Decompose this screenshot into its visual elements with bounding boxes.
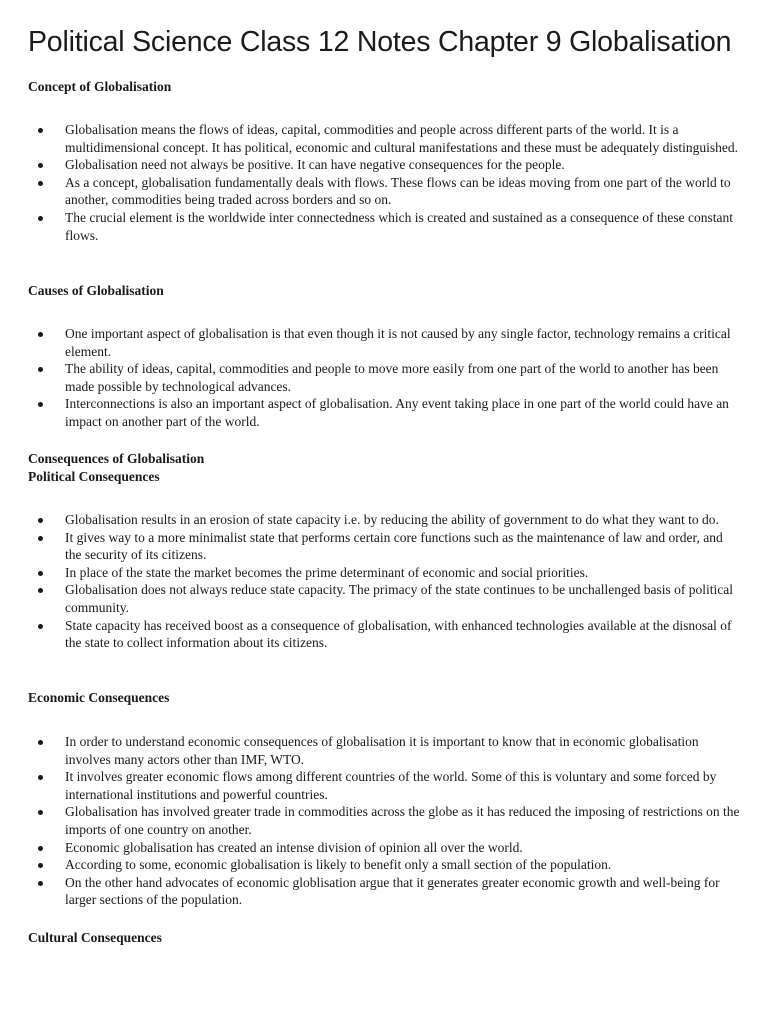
bullet-icon <box>38 881 43 886</box>
page-title: Political Science Class 12 Notes Chapter 9 Globalisation <box>28 26 732 58</box>
bullet-icon <box>38 810 43 815</box>
list-item: State capacity has received boost as a consequence of globalisation, with enhanced technologies available at the disnosal of the state to collect information about its citizens. <box>0 617 768 652</box>
bullet-icon <box>38 588 43 593</box>
list-item: Economic globalisation has created an intense division of opinion all over the world. <box>0 839 768 857</box>
concept-list <box>0 121 768 244</box>
list-item: It gives way to a more minimalist state that performs certain core functions such as the maintenance of law and order, and the security of its citizens. <box>0 529 768 564</box>
list-item: Globalisation means the flows of ideas, capital, commodities and people across different parts of the world. It is a multidimensional concept. It has political, economic and cultural manifestations and these must be adequately distinguished. <box>0 121 768 156</box>
bullet-icon <box>38 846 43 851</box>
bullet-icon <box>38 536 43 541</box>
list-item: The ability of ideas, capital, commodities and people to move more easily from one part of the world to another has been made possible by technological advances. <box>0 360 768 395</box>
bullet-icon <box>38 163 43 168</box>
list-item: On the other hand advocates of economic globlisation argue that it generates greater economic growth and well-being for larger sections of the population. <box>0 874 768 909</box>
heading-cultural: Cultural Consequences <box>28 930 162 945</box>
bullet-icon <box>38 128 43 133</box>
bullet-icon <box>38 332 43 337</box>
heading-concept: Concept of Globalisation <box>28 79 172 94</box>
economic-list <box>0 733 768 909</box>
subheading-political: Political Consequences <box>28 469 160 484</box>
list-item: Interconnections is also an important aspect of globalisation. Any event taking place in one part of the world could have an impact on another part of the world. <box>0 395 768 430</box>
bullet-icon <box>38 402 43 407</box>
list-item: As a concept, globalisation fundamentally deals with flows. These flows can be ideas moving from one part of the world to another, commodities being traded across borders and so on. <box>0 174 768 209</box>
list-item: Globalisation has involved greater trade in commodities across the globe as it has reduced the imposing of restrictions on the imports of one country on another. <box>0 803 768 838</box>
list-item: Globalisation need not always be positive. It can have negative consequences for the people. <box>0 156 768 174</box>
bullet-icon <box>38 216 43 221</box>
list-item: The crucial element is the worldwide inter connectedness which is created and sustained as a consequence of these constant flows. <box>0 209 768 244</box>
list-item: In order to understand economic consequences of globalisation it is important to know that in economic globalisation involves many actors other than IMF, WTO. <box>0 733 768 768</box>
bullet-icon <box>38 624 43 629</box>
heading-consequences: Consequences of Globalisation <box>28 451 205 466</box>
bullet-icon <box>38 518 43 523</box>
causes-list <box>0 325 768 431</box>
list-item: In place of the state the market becomes the prime determinant of economic and social priorities. <box>0 564 768 582</box>
heading-economic: Economic Consequences <box>28 690 170 705</box>
bullet-icon <box>38 740 43 745</box>
list-item: Globalisation results in an erosion of state capacity i.e. by reducing the ability of government to do what they want to do. <box>0 511 768 529</box>
bullet-icon <box>38 367 43 372</box>
list-item: According to some, economic globalisation is likely to benefit only a small section of the population. <box>0 856 768 874</box>
bullet-icon <box>38 181 43 186</box>
bullet-icon <box>38 775 43 780</box>
bullet-icon <box>38 863 43 868</box>
list-item: Globalisation does not always reduce state capacity. The primacy of the state continues to be unchallenged basis of political community. <box>0 581 768 616</box>
list-item: One important aspect of globalisation is that even though it is not caused by any single factor, technology remains a critical element. <box>0 325 768 360</box>
heading-causes: Causes of Globalisation <box>28 283 164 298</box>
political-list <box>0 511 768 652</box>
list-item: It involves greater economic flows among different countries of the world. Some of this is voluntary and some forced by international institutions and powerful countries. <box>0 768 768 803</box>
bullet-icon <box>38 571 43 576</box>
